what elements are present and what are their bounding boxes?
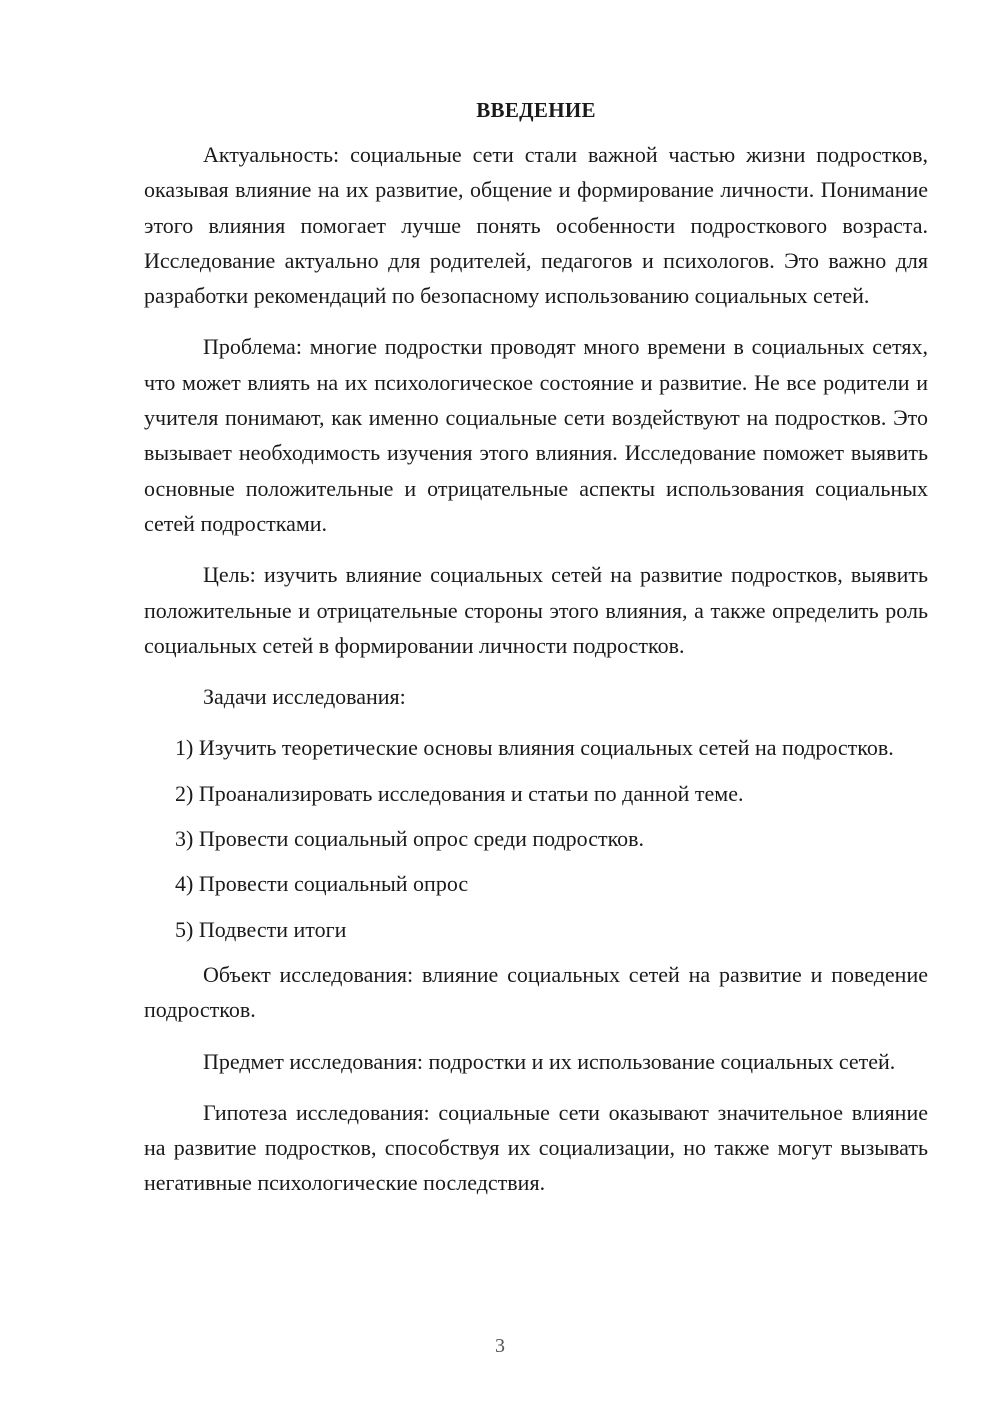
paragraph-problem: Проблема: многие подростки проводят много времени в социальных сетях, что может влиять на их психологическое состояние и развитие. Не все родители и учителя понимают, как именно социальные сети воздействуют на подростков. Это вызывает необходимость изучения этого влияния. Исследование поможет выявить основные положительные и отрицательные аспекты использования социальных сетей подростками. — [144, 334, 928, 536]
page-title: ВВЕДЕНИЕ — [476, 98, 596, 122]
paragraph-object: Объект исследования: влияние социальных сетей на развитие и поведение подростков. — [144, 961, 928, 1023]
page-number: 3 — [495, 1335, 505, 1357]
paragraph-hypothesis: Гипотеза исследования: социальные сети оказывают значительное влияние на развитие подростков, способствуя их социализации, но также могут вызывать негативные психологические последствия. — [144, 1099, 928, 1196]
task-item-4: 4) Провести социальный опрос — [175, 871, 469, 897]
page-content — [144, 95, 928, 1217]
task-item-3: 3) Провести социальный опрос среди подростков. — [175, 826, 645, 852]
task-item-1: 1) Изучить теоретические основы влияния социальных сетей на подростков. — [175, 735, 894, 761]
paragraph-goal: Цель: изучить влияние социальных сетей на развитие подростков, выявить положительные и отрицательные стороны этого влияния, а также определить роль социальных сетей в формировании личности подростков. — [144, 562, 928, 658]
paragraph-subject: Предмет исследования: подростки и их использование социальных сетей. — [203, 1048, 896, 1074]
task-item-5: 5) Подвести итоги — [175, 916, 347, 942]
tasks-heading: Задачи исследования: — [203, 684, 406, 710]
task-item-2: 2) Проанализировать исследования и статьи по данной теме. — [175, 780, 744, 806]
paragraph-relevance: Актуальность: социальные сети стали важной частью жизни подростков, оказывая влияние на их развитие, общение и формирование личности. Понимание этого влияния помогает лучше понять особенности подросткового возраста. Исследование актуально для родителей, педагогов и психологов. Это важно для разработки рекомендаций по безопасному использованию социальных сетей. — [144, 142, 928, 309]
